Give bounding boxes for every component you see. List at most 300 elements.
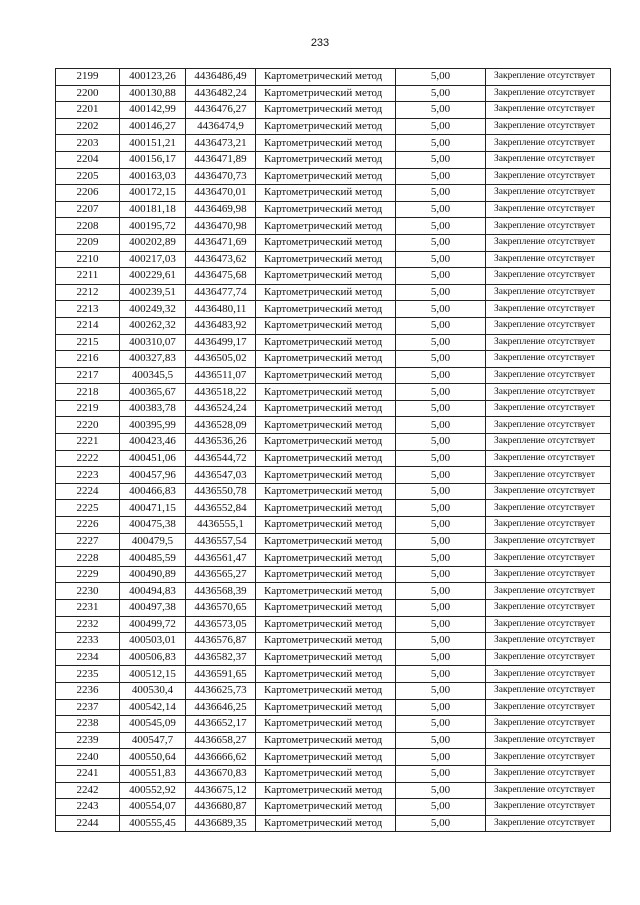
method-cell: Картометрический метод — [256, 666, 396, 683]
table-row — [56, 434, 611, 451]
x-coordinate-cell: 400181,18 — [120, 201, 186, 218]
x-coordinate-cell: 400151,21 — [120, 135, 186, 152]
method-cell: Картометрический метод — [256, 185, 396, 202]
x-coordinate-cell: 400123,26 — [120, 69, 186, 86]
y-coordinate-cell: 4436473,21 — [186, 135, 256, 152]
point-number-cell: 2200 — [56, 85, 120, 102]
x-coordinate-cell: 400395,99 — [120, 417, 186, 434]
table-row — [56, 69, 611, 86]
point-number-cell: 2203 — [56, 135, 120, 152]
fixation-description-cell: Закрепление отсутствует — [486, 102, 611, 119]
accuracy-cell: 5,00 — [396, 268, 486, 285]
table-row — [56, 716, 611, 733]
method-cell: Картометрический метод — [256, 583, 396, 600]
y-coordinate-cell: 4436518,22 — [186, 384, 256, 401]
x-coordinate-cell: 400229,61 — [120, 268, 186, 285]
coordinates-table — [55, 68, 611, 832]
y-coordinate-cell: 4436547,03 — [186, 467, 256, 484]
accuracy-cell: 5,00 — [396, 85, 486, 102]
table-row — [56, 168, 611, 185]
table-row — [56, 566, 611, 583]
x-coordinate-cell: 400156,17 — [120, 151, 186, 168]
accuracy-cell: 5,00 — [396, 450, 486, 467]
point-number-cell: 2199 — [56, 69, 120, 86]
method-cell: Картометрический метод — [256, 85, 396, 102]
x-coordinate-cell: 400217,03 — [120, 251, 186, 268]
y-coordinate-cell: 4436561,47 — [186, 550, 256, 567]
method-cell: Картометрический метод — [256, 102, 396, 119]
table-row — [56, 699, 611, 716]
y-coordinate-cell: 4436658,27 — [186, 732, 256, 749]
method-cell: Картометрический метод — [256, 218, 396, 235]
point-number-cell: 2224 — [56, 483, 120, 500]
table-row — [56, 765, 611, 782]
fixation-description-cell: Закрепление отсутствует — [486, 69, 611, 86]
fixation-description-cell: Закрепление отсутствует — [486, 367, 611, 384]
y-coordinate-cell: 4436473,62 — [186, 251, 256, 268]
accuracy-cell: 5,00 — [396, 732, 486, 749]
y-coordinate-cell: 4436475,68 — [186, 268, 256, 285]
accuracy-cell: 5,00 — [396, 633, 486, 650]
accuracy-cell: 5,00 — [396, 434, 486, 451]
y-coordinate-cell: 4436552,84 — [186, 500, 256, 517]
y-coordinate-cell: 4436486,49 — [186, 69, 256, 86]
method-cell: Картометрический метод — [256, 234, 396, 251]
accuracy-cell: 5,00 — [396, 384, 486, 401]
accuracy-cell: 5,00 — [396, 168, 486, 185]
y-coordinate-cell: 4436568,39 — [186, 583, 256, 600]
point-number-cell: 2225 — [56, 500, 120, 517]
method-cell: Картометрический метод — [256, 633, 396, 650]
accuracy-cell: 5,00 — [396, 218, 486, 235]
point-number-cell: 2210 — [56, 251, 120, 268]
y-coordinate-cell: 4436689,35 — [186, 815, 256, 832]
x-coordinate-cell: 400146,27 — [120, 118, 186, 135]
method-cell: Картометрический метод — [256, 467, 396, 484]
x-coordinate-cell: 400512,15 — [120, 666, 186, 683]
table-row — [56, 218, 611, 235]
point-number-cell: 2241 — [56, 765, 120, 782]
point-number-cell: 2232 — [56, 616, 120, 633]
accuracy-cell: 5,00 — [396, 616, 486, 633]
table-row — [56, 234, 611, 251]
x-coordinate-cell: 400457,96 — [120, 467, 186, 484]
y-coordinate-cell: 4436591,65 — [186, 666, 256, 683]
y-coordinate-cell: 4436557,54 — [186, 533, 256, 550]
method-cell: Картометрический метод — [256, 517, 396, 534]
table-row — [56, 201, 611, 218]
point-number-cell: 2221 — [56, 434, 120, 451]
x-coordinate-cell: 400471,15 — [120, 500, 186, 517]
x-coordinate-cell: 400490,89 — [120, 566, 186, 583]
fixation-description-cell: Закрепление отсутствует — [486, 517, 611, 534]
fixation-description-cell: Закрепление отсутствует — [486, 135, 611, 152]
accuracy-cell: 5,00 — [396, 649, 486, 666]
accuracy-cell: 5,00 — [396, 301, 486, 318]
fixation-description-cell: Закрепление отсутствует — [486, 633, 611, 650]
accuracy-cell: 5,00 — [396, 417, 486, 434]
y-coordinate-cell: 4436471,69 — [186, 234, 256, 251]
table-row — [56, 500, 611, 517]
accuracy-cell: 5,00 — [396, 699, 486, 716]
fixation-description-cell: Закрепление отсутствует — [486, 600, 611, 617]
accuracy-cell: 5,00 — [396, 201, 486, 218]
x-coordinate-cell: 400262,32 — [120, 317, 186, 334]
method-cell: Картометрический метод — [256, 151, 396, 168]
accuracy-cell: 5,00 — [396, 782, 486, 799]
x-coordinate-cell: 400551,83 — [120, 765, 186, 782]
accuracy-cell: 5,00 — [396, 185, 486, 202]
y-coordinate-cell: 4436675,12 — [186, 782, 256, 799]
x-coordinate-cell: 400503,01 — [120, 633, 186, 650]
accuracy-cell: 5,00 — [396, 483, 486, 500]
table-row — [56, 666, 611, 683]
point-number-cell: 2235 — [56, 666, 120, 683]
fixation-description-cell: Закрепление отсутствует — [486, 351, 611, 368]
table-row — [56, 799, 611, 816]
accuracy-cell: 5,00 — [396, 815, 486, 832]
method-cell: Картометрический метод — [256, 682, 396, 699]
x-coordinate-cell: 400466,83 — [120, 483, 186, 500]
accuracy-cell: 5,00 — [396, 566, 486, 583]
y-coordinate-cell: 4436499,17 — [186, 334, 256, 351]
method-cell: Картометрический метод — [256, 533, 396, 550]
y-coordinate-cell: 4436565,27 — [186, 566, 256, 583]
y-coordinate-cell: 4436555,1 — [186, 517, 256, 534]
x-coordinate-cell: 400423,46 — [120, 434, 186, 451]
x-coordinate-cell: 400554,07 — [120, 799, 186, 816]
table-row — [56, 450, 611, 467]
table-row — [56, 749, 611, 766]
y-coordinate-cell: 4436511,07 — [186, 367, 256, 384]
x-coordinate-cell: 400327,83 — [120, 351, 186, 368]
point-number-cell: 2220 — [56, 417, 120, 434]
fixation-description-cell: Закрепление отсутствует — [486, 699, 611, 716]
y-coordinate-cell: 4436470,98 — [186, 218, 256, 235]
y-coordinate-cell: 4436670,83 — [186, 765, 256, 782]
point-number-cell: 2237 — [56, 699, 120, 716]
point-number-cell: 2217 — [56, 367, 120, 384]
fixation-description-cell: Закрепление отсутствует — [486, 234, 611, 251]
x-coordinate-cell: 400497,38 — [120, 600, 186, 617]
y-coordinate-cell: 4436483,92 — [186, 317, 256, 334]
x-coordinate-cell: 400506,83 — [120, 649, 186, 666]
method-cell: Картометрический метод — [256, 251, 396, 268]
x-coordinate-cell: 400494,83 — [120, 583, 186, 600]
table-row — [56, 301, 611, 318]
fixation-description-cell: Закрепление отсутствует — [486, 151, 611, 168]
table-row — [56, 682, 611, 699]
y-coordinate-cell: 4436573,05 — [186, 616, 256, 633]
accuracy-cell: 5,00 — [396, 251, 486, 268]
method-cell: Картометрический метод — [256, 483, 396, 500]
fixation-description-cell: Закрепление отсутствует — [486, 666, 611, 683]
point-number-cell: 2228 — [56, 550, 120, 567]
fixation-description-cell: Закрепление отсутствует — [486, 118, 611, 135]
x-coordinate-cell: 400550,64 — [120, 749, 186, 766]
accuracy-cell: 5,00 — [396, 583, 486, 600]
method-cell: Картометрический метод — [256, 450, 396, 467]
accuracy-cell: 5,00 — [396, 284, 486, 301]
point-number-cell: 2240 — [56, 749, 120, 766]
y-coordinate-cell: 4436570,65 — [186, 600, 256, 617]
y-coordinate-cell: 4436470,73 — [186, 168, 256, 185]
method-cell: Картометрический метод — [256, 732, 396, 749]
method-cell: Картометрический метод — [256, 367, 396, 384]
x-coordinate-cell: 400555,45 — [120, 815, 186, 832]
method-cell: Картометрический метод — [256, 400, 396, 417]
method-cell: Картометрический метод — [256, 716, 396, 733]
y-coordinate-cell: 4436477,74 — [186, 284, 256, 301]
x-coordinate-cell: 400172,15 — [120, 185, 186, 202]
table-row — [56, 151, 611, 168]
method-cell: Картометрический метод — [256, 550, 396, 567]
point-number-cell: 2219 — [56, 400, 120, 417]
table-row — [56, 400, 611, 417]
x-coordinate-cell: 400345,5 — [120, 367, 186, 384]
fixation-description-cell: Закрепление отсутствует — [486, 384, 611, 401]
y-coordinate-cell: 4436474,9 — [186, 118, 256, 135]
y-coordinate-cell: 4436536,26 — [186, 434, 256, 451]
accuracy-cell: 5,00 — [396, 517, 486, 534]
x-coordinate-cell: 400542,14 — [120, 699, 186, 716]
method-cell: Картометрический метод — [256, 765, 396, 782]
point-number-cell: 2206 — [56, 185, 120, 202]
point-number-cell: 2227 — [56, 533, 120, 550]
point-number-cell: 2216 — [56, 351, 120, 368]
point-number-cell: 2231 — [56, 600, 120, 617]
point-number-cell: 2222 — [56, 450, 120, 467]
y-coordinate-cell: 4436550,78 — [186, 483, 256, 500]
table-row — [56, 483, 611, 500]
fixation-description-cell: Закрепление отсутствует — [486, 682, 611, 699]
point-number-cell: 2223 — [56, 467, 120, 484]
y-coordinate-cell: 4436680,87 — [186, 799, 256, 816]
accuracy-cell: 5,00 — [396, 351, 486, 368]
x-coordinate-cell: 400552,92 — [120, 782, 186, 799]
accuracy-cell: 5,00 — [396, 682, 486, 699]
accuracy-cell: 5,00 — [396, 749, 486, 766]
accuracy-cell: 5,00 — [396, 334, 486, 351]
accuracy-cell: 5,00 — [396, 666, 486, 683]
table-row — [56, 616, 611, 633]
x-coordinate-cell: 400499,72 — [120, 616, 186, 633]
y-coordinate-cell: 4436470,01 — [186, 185, 256, 202]
table-row — [56, 517, 611, 534]
accuracy-cell: 5,00 — [396, 600, 486, 617]
accuracy-cell: 5,00 — [396, 550, 486, 567]
accuracy-cell: 5,00 — [396, 151, 486, 168]
table-row — [56, 102, 611, 119]
accuracy-cell: 5,00 — [396, 400, 486, 417]
fixation-description-cell: Закрепление отсутствует — [486, 467, 611, 484]
y-coordinate-cell: 4436469,98 — [186, 201, 256, 218]
fixation-description-cell: Закрепление отсутствует — [486, 450, 611, 467]
point-number-cell: 2212 — [56, 284, 120, 301]
fixation-description-cell: Закрепление отсутствует — [486, 616, 611, 633]
table-row — [56, 384, 611, 401]
x-coordinate-cell: 400485,59 — [120, 550, 186, 567]
table-row — [56, 815, 611, 832]
y-coordinate-cell: 4436576,87 — [186, 633, 256, 650]
table-row — [56, 185, 611, 202]
method-cell: Картометрический метод — [256, 566, 396, 583]
point-number-cell: 2214 — [56, 317, 120, 334]
point-number-cell: 2236 — [56, 682, 120, 699]
method-cell: Картометрический метод — [256, 815, 396, 832]
method-cell: Картометрический метод — [256, 268, 396, 285]
x-coordinate-cell: 400249,32 — [120, 301, 186, 318]
method-cell: Картометрический метод — [256, 284, 396, 301]
fixation-description-cell: Закрепление отсутствует — [486, 434, 611, 451]
x-coordinate-cell: 400451,06 — [120, 450, 186, 467]
fixation-description-cell: Закрепление отсутствует — [486, 566, 611, 583]
fixation-description-cell: Закрепление отсутствует — [486, 799, 611, 816]
point-number-cell: 2201 — [56, 102, 120, 119]
y-coordinate-cell: 4436625,73 — [186, 682, 256, 699]
point-number-cell: 2207 — [56, 201, 120, 218]
page-number: 233 — [310, 37, 330, 49]
point-number-cell: 2238 — [56, 716, 120, 733]
point-number-cell: 2208 — [56, 218, 120, 235]
fixation-description-cell: Закрепление отсутствует — [486, 201, 611, 218]
method-cell: Картометрический метод — [256, 118, 396, 135]
y-coordinate-cell: 4436471,89 — [186, 151, 256, 168]
method-cell: Картометрический метод — [256, 616, 396, 633]
fixation-description-cell: Закрепление отсутствует — [486, 749, 611, 766]
fixation-description-cell: Закрепление отсутствует — [486, 417, 611, 434]
fixation-description-cell: Закрепление отсутствует — [486, 483, 611, 500]
x-coordinate-cell: 400545,09 — [120, 716, 186, 733]
accuracy-cell: 5,00 — [396, 367, 486, 384]
method-cell: Картометрический метод — [256, 168, 396, 185]
x-coordinate-cell: 400130,88 — [120, 85, 186, 102]
table-row — [56, 417, 611, 434]
y-coordinate-cell: 4436482,24 — [186, 85, 256, 102]
table-row — [56, 135, 611, 152]
table-row — [56, 782, 611, 799]
method-cell: Картометрический метод — [256, 749, 396, 766]
accuracy-cell: 5,00 — [396, 716, 486, 733]
table-row — [56, 550, 611, 567]
fixation-description-cell: Закрепление отсутствует — [486, 583, 611, 600]
table-row — [56, 334, 611, 351]
y-coordinate-cell: 4436652,17 — [186, 716, 256, 733]
method-cell: Картометрический метод — [256, 649, 396, 666]
table-row — [56, 85, 611, 102]
point-number-cell: 2226 — [56, 517, 120, 534]
table-row — [56, 351, 611, 368]
table-row — [56, 633, 611, 650]
point-number-cell: 2211 — [56, 268, 120, 285]
fixation-description-cell: Закрепление отсутствует — [486, 716, 611, 733]
x-coordinate-cell: 400239,51 — [120, 284, 186, 301]
y-coordinate-cell: 4436666,62 — [186, 749, 256, 766]
y-coordinate-cell: 4436582,37 — [186, 649, 256, 666]
accuracy-cell: 5,00 — [396, 500, 486, 517]
table-row — [56, 268, 611, 285]
y-coordinate-cell: 4436524,24 — [186, 400, 256, 417]
fixation-description-cell: Закрепление отсутствует — [486, 765, 611, 782]
table-row — [56, 533, 611, 550]
accuracy-cell: 5,00 — [396, 765, 486, 782]
x-coordinate-cell: 400479,5 — [120, 533, 186, 550]
method-cell: Картометрический метод — [256, 351, 396, 368]
method-cell: Картометрический метод — [256, 301, 396, 318]
method-cell: Картометрический метод — [256, 699, 396, 716]
point-number-cell: 2202 — [56, 118, 120, 135]
y-coordinate-cell: 4436544,72 — [186, 450, 256, 467]
point-number-cell: 2244 — [56, 815, 120, 832]
x-coordinate-cell: 400310,07 — [120, 334, 186, 351]
y-coordinate-cell: 4436480,11 — [186, 301, 256, 318]
y-coordinate-cell: 4436528,09 — [186, 417, 256, 434]
table-row — [56, 649, 611, 666]
x-coordinate-cell: 400202,89 — [120, 234, 186, 251]
fixation-description-cell: Закрепление отсутствует — [486, 782, 611, 799]
fixation-description-cell: Закрепление отсутствует — [486, 400, 611, 417]
accuracy-cell: 5,00 — [396, 69, 486, 86]
point-number-cell: 2229 — [56, 566, 120, 583]
fixation-description-cell: Закрепление отсутствует — [486, 317, 611, 334]
fixation-description-cell: Закрепление отсутствует — [486, 301, 611, 318]
method-cell: Картометрический метод — [256, 69, 396, 86]
y-coordinate-cell: 4436646,25 — [186, 699, 256, 716]
table-row — [56, 583, 611, 600]
fixation-description-cell: Закрепление отсутствует — [486, 732, 611, 749]
method-cell: Картометрический метод — [256, 434, 396, 451]
fixation-description-cell: Закрепление отсутствует — [486, 334, 611, 351]
table-row — [56, 284, 611, 301]
method-cell: Картометрический метод — [256, 417, 396, 434]
y-coordinate-cell: 4436505,02 — [186, 351, 256, 368]
x-coordinate-cell: 400383,78 — [120, 400, 186, 417]
accuracy-cell: 5,00 — [396, 799, 486, 816]
fixation-description-cell: Закрепление отсутствует — [486, 649, 611, 666]
x-coordinate-cell: 400163,03 — [120, 168, 186, 185]
fixation-description-cell: Закрепление отсутствует — [486, 218, 611, 235]
point-number-cell: 2243 — [56, 799, 120, 816]
point-number-cell: 2230 — [56, 583, 120, 600]
point-number-cell: 2204 — [56, 151, 120, 168]
accuracy-cell: 5,00 — [396, 102, 486, 119]
method-cell: Картометрический метод — [256, 384, 396, 401]
method-cell: Картометрический метод — [256, 600, 396, 617]
point-number-cell: 2233 — [56, 633, 120, 650]
table-row — [56, 467, 611, 484]
table-row — [56, 367, 611, 384]
point-number-cell: 2215 — [56, 334, 120, 351]
accuracy-cell: 5,00 — [396, 317, 486, 334]
method-cell: Картометрический метод — [256, 782, 396, 799]
table-row — [56, 317, 611, 334]
x-coordinate-cell: 400530,4 — [120, 682, 186, 699]
accuracy-cell: 5,00 — [396, 533, 486, 550]
x-coordinate-cell: 400475,38 — [120, 517, 186, 534]
fixation-description-cell: Закрепление отсутствует — [486, 533, 611, 550]
table-row — [56, 600, 611, 617]
point-number-cell: 2218 — [56, 384, 120, 401]
fixation-description-cell: Закрепление отсутствует — [486, 268, 611, 285]
fixation-description-cell: Закрепление отсутствует — [486, 815, 611, 832]
method-cell: Картометрический метод — [256, 135, 396, 152]
method-cell: Картометрический метод — [256, 799, 396, 816]
fixation-description-cell: Закрепление отсутствует — [486, 168, 611, 185]
method-cell: Картометрический метод — [256, 334, 396, 351]
x-coordinate-cell: 400195,72 — [120, 218, 186, 235]
accuracy-cell: 5,00 — [396, 135, 486, 152]
accuracy-cell: 5,00 — [396, 234, 486, 251]
